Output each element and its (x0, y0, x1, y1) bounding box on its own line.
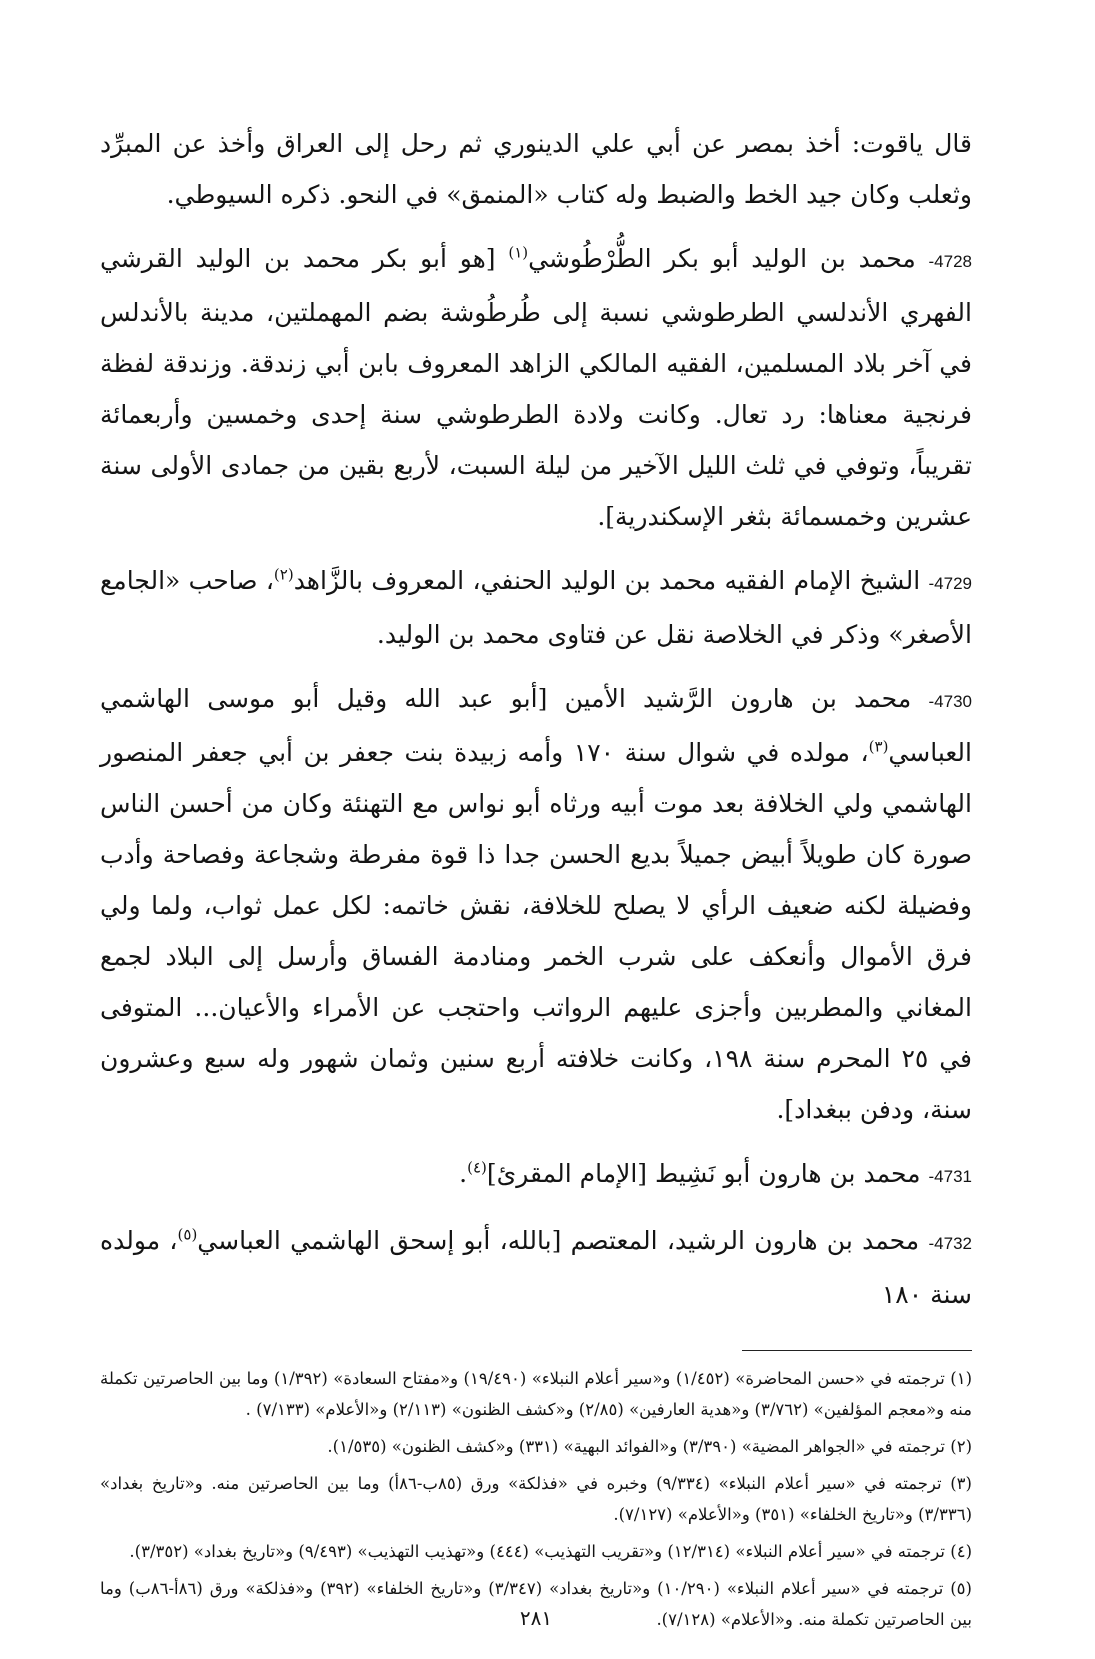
entry-number: 4728- (928, 252, 972, 271)
main-text (100, 118, 972, 1320)
entry-text: محمد بن الوليد أبو بكر الطُّرْطُوشي (528, 244, 916, 273)
footnote-2: (٢) ترجمته في «الجواهر المضية» (٣/٣٩٠) و«الفوائد البهية» (٣٣١) و«كشف الظنون» (١/٥٣٥). (327, 1437, 972, 1456)
entry-number: 4731- (928, 1167, 972, 1186)
footnote-1: (١) ترجمته في «حسن المحاضرة» (١/٤٥٢) و«سير أعلام النبلاء» (١٩/٤٩٠) و«مفتاح السعادة» (١/٣٩٢) وما بين الحاصرتين تكملة منه و«معجم المؤلفين» (٣/٧٦٢) و«هدية العارفين» (٢/٨٥) و«كشف الظنون» (٢/١١٣) و«الأعلام» (٧/١٣٣) . (100, 1369, 972, 1419)
entry-text: [هو أبو بكر محمد بن الوليد القرشي الفهري الأندلسي الطرطوشي نسبة إلى طُرطُوشة بضم المهملتين، مدينة بالأندلس في آخر بلاد المسلمين، الفقيه المالكي الزاهد المعروف بابن أبي زندقة. وزندقة لفظة فرنجية معناها: رد تعال. وكانت ولادة الطرطوشي سنة إحدى وخمسين وأربعمائة تقريباً، وتوفي في ثلث الليل الآخير من ليلة السبت، لأربع بقين من جمادى الأولى سنة عشرين وخمسمائة بثغر الإسكندرية]. (100, 244, 972, 531)
entry-number: 4730- (928, 692, 972, 711)
entry-4730 (100, 673, 972, 1135)
footnotes (100, 1363, 972, 1635)
entry-text: الشيخ الإمام الفقيه محمد بن الوليد الحنفي، المعروف بالزَّاهد (293, 566, 921, 595)
page-number: ٢٨١ (519, 1606, 553, 1630)
entry-4731 (100, 1148, 972, 1202)
entry-4732 (100, 1215, 972, 1320)
footnote-ref[interactable]: (٣) (868, 737, 889, 756)
entry-number: 4732- (928, 1234, 972, 1253)
book-page (100, 118, 972, 1638)
footnote-ref[interactable]: (٥) (177, 1225, 198, 1244)
footnote-5: (٥) ترجمته في «سير أعلام النبلاء» (١٠/٢٩٠) و«تاريخ بغداد» (٣/٣٤٧) و«تاريخ الخلفاء» (٣٩٢) و«فذلكة» ورق (٨٦أ-٨٦ب) وما بين الحاصرتين تكملة منه. و«الأعلام» (٧/١٢٨). (100, 1579, 972, 1629)
entry-text: . (459, 1159, 468, 1188)
entry-text: محمد بن هارون الرَّشيد الأمين [أبو عبد الله وقيل أبو موسى الهاشمي العباسي (100, 684, 972, 767)
entry-4729 (100, 555, 972, 660)
entry-4728 (100, 233, 972, 542)
entry-number: 4729- (928, 574, 972, 593)
footnote-3: (٣) ترجمته في «سير أعلام النبلاء» (٩/٣٣٤) وخبره في «فذلكة» ورق (٨٥ب-٨٦أ) وما بين الحاصرتين منه. و«تاريخ بغداد» (٣/٣٣٦) و«تاريخ الخلفاء» (٣٥١) و«الأعلام» (٧/١٢٧). (100, 1474, 972, 1524)
entry-text: ، مولده في شوال سنة ١٧٠ وأمه زبيدة بنت جعفر بن أبي جعفر المنصور الهاشمي ولي الخلافة بعد موت أبيه ورثاه أبو نواس مع التهنئة وكان من أحسن الناس صورة كان طويلاً أبيض جميلاً بديع الحسن جدا ذا قوة مفرطة وشجاعة وفصاحة وأدب وفضيلة لكنه ضعيف الرأي لا يصلح للخلافة، نقش خاتمه: لكل عمل ثواب، ولما ولي فرق الأموال وأنعكف على شرب الخمر ومنادمة الفساق وأرسل إلى البلاد لجمع المغاني والمطربين وأجزى عليهم الرواتب واحتجب عن الأمراء والأعيان... المتوفى في ٢٥ المحرم سنة ١٩٨، وكانت خلافته أربع سنين وثمان شهور وله سبع وعشرون سنة، ودفن ببغداد]. (100, 738, 972, 1124)
footnote-ref[interactable]: (٤) (467, 1158, 487, 1177)
footnote-ref[interactable]: (٢) (273, 565, 294, 584)
entry-text: ، مولده سنة ١٨٠ (100, 1226, 972, 1309)
entry-text: ، صاحب «الجامع الأصغر» وذكر في الخلاصة نقل عن فتاوى محمد بن الوليد. (100, 566, 972, 649)
footnote-ref[interactable]: (١) (508, 243, 529, 262)
footnote-4: (٤) ترجمته في «سير أعلام النبلاء» (١٢/٣١٤) و«تقريب التهذيب» (٤٤٤) و«تهذيب التهذيب» (٩/٤٩٣) و«تاريخ بغداد» (٣/٣٥٢). (129, 1542, 972, 1561)
intro-paragraph: قال ياقوت: أخذ بمصر عن أبي علي الدينوري ثم رحل إلى العراق وأخذ عن المبرِّد وثعلب وكان جيد الخط والضبط وله كتاب «المنمق» في النحو. ذكره السيوطي. (100, 129, 972, 209)
footnote-separator (742, 1350, 972, 1351)
entry-text: محمد بن هارون الرشيد، المعتصم [بالله، أبو إسحق الهاشمي العباسي (197, 1226, 920, 1255)
entry-text: محمد بن هارون أبو نَشِيط [الإمام المقرئ] (486, 1159, 921, 1188)
